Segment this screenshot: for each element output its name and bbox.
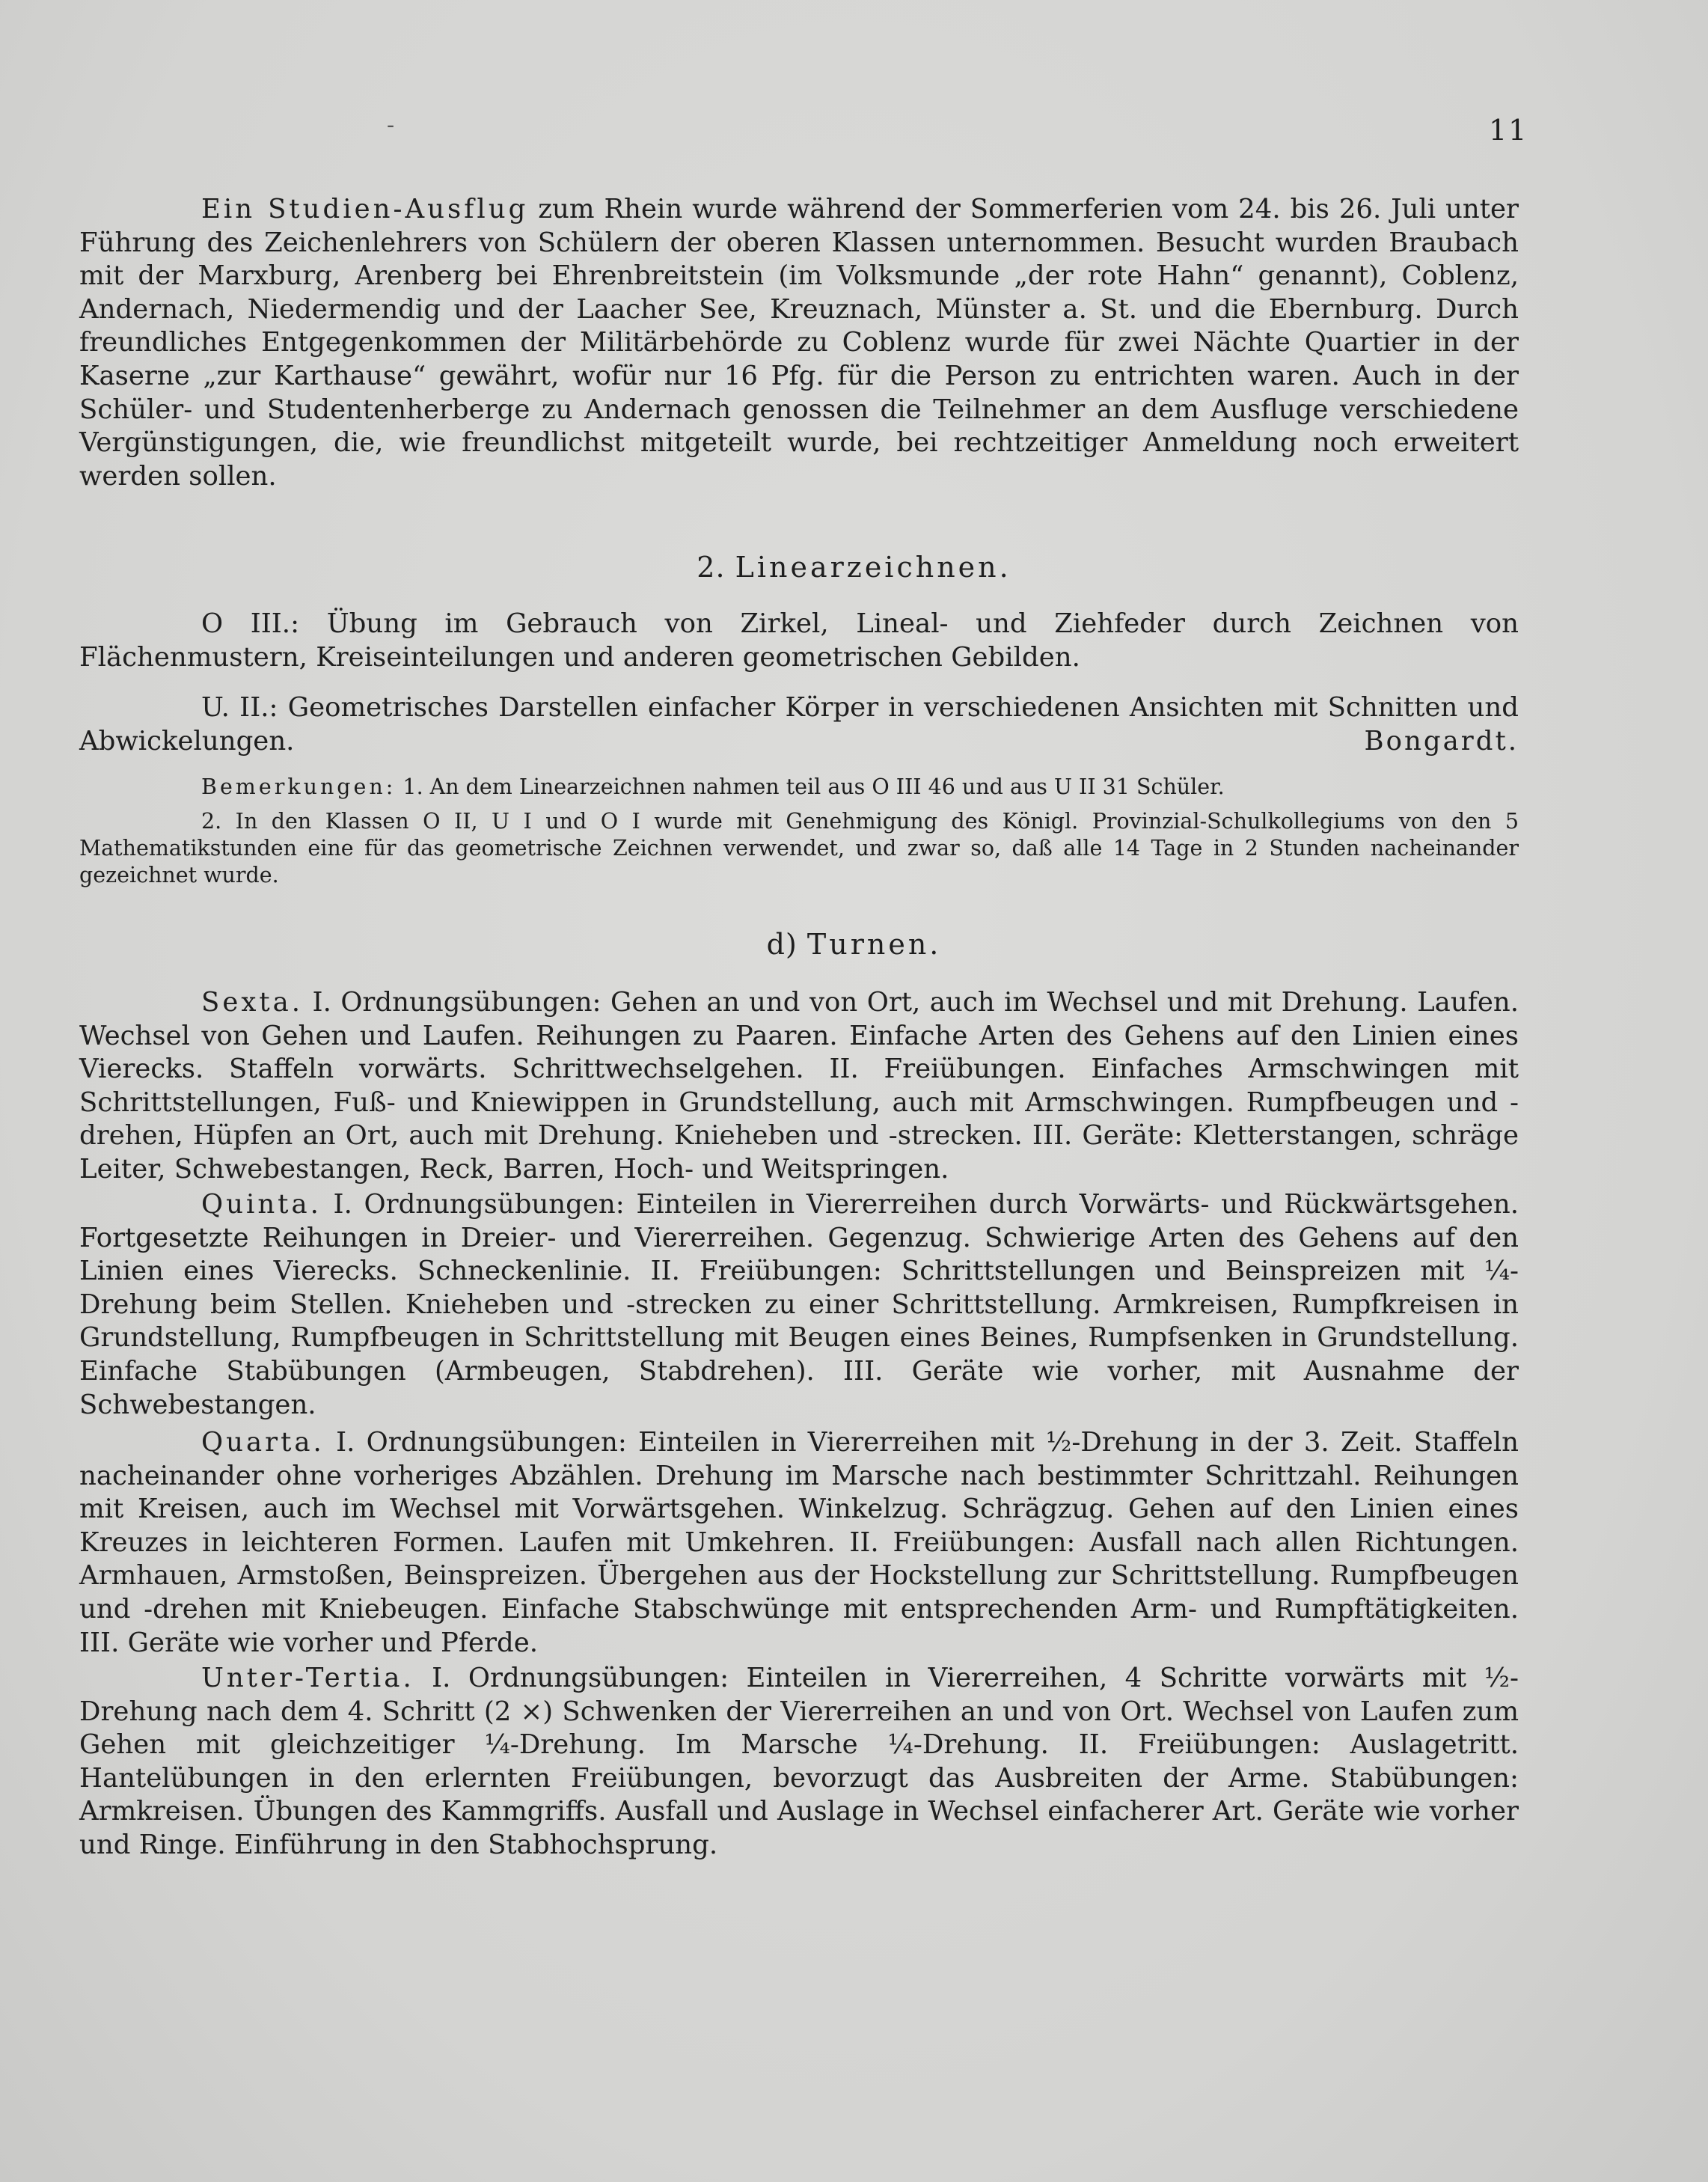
section-2-number: 2. — [697, 551, 726, 584]
remark-1-text: 1. An dem Linearzeichnen nahmen teil aus O III 46 und aus U II 31 Schüler. — [396, 774, 1225, 799]
turnen-sexta-text: I. Ordnungsübungen: Gehen an und von Ort, auch im Wechsel und mit Drehung. Laufen. Wechsel von Gehen und Laufen. Reihungen zu Paaren. Einfache Arten des Gehens auf den Linien eines Vierecks. Staffeln vorwärts. Schrittwechselgehen. II. Freiübungen. Einfaches Armschwingen mit Schrittstellungen, Fuß- und Kniewippen in Grundstellung, auch mit Armschwingen. Rumpfbeugen und -drehen, Hüpfen an Ort, auch mit Drehung. Knieheben und -strecken. III. Geräte: Kletterstangen, schräge Leiter, Schwebestangen, Reck, Barren, Hoch- und Weitspringen. — [79, 987, 1519, 1185]
turnen-sexta — [79, 986, 1519, 1187]
linear-item-u2 — [79, 691, 1519, 758]
turnen-quinta-name: Quinta. — [201, 1189, 322, 1220]
remark-1 — [79, 774, 1519, 801]
section-d-heading — [0, 928, 1708, 961]
excursion-text: zum Rhein wurde während der Sommerferien vom 24. bis 26. Juli unter Führung des Zeichenlehrers von Schülern der oberen Klassen unternommen. Besucht wurden Braubach mit der Marxburg, Arenberg bei Ehrenbreitstein (im Volksmunde „der rote Hahn“ genannt), Coblenz, Andernach, Niedermendig und der Laacher See, Kreuznach, Münster a. St. und die Ebernburg. Durch freundliches Entgegenkommen der Militärbehörde zu Coblenz wurde für zwei Nächte Quartier in der Kaserne „zur Karthause“ gewährt, wofür nur 16 Pfg. für die Person zu entrichten waren. Auch in der Schüler- und Studentenherberge zu Andernach genossen die Teilnehmer an dem Ausfluge verschiedene Vergünstigungen, die, wie freundlichst mitgeteilt wurde, bei rechtzeitiger Anmeldung noch erweitert werden sollen. — [79, 194, 1519, 492]
section-d-title: Turnen. — [806, 928, 942, 961]
remarks-label: Bemerkungen: — [201, 774, 397, 799]
excursion-paragraph — [79, 193, 1519, 493]
turnen-quarta — [79, 1426, 1519, 1660]
turnen-quinta-text: I. Ordnungsübungen: Einteilen in Viererreihen durch Vorwärts- und Rückwärtsgehen. Fortgesetzte Reihungen in Dreier- und Viererreihen. Gegenzug. Schwierige Arten des Gehens auf den Linien eines Vierecks. Schneckenlinie. II. Freiübungen: Schrittstellungen und Beinspreizen mit ¼-Drehung beim Stellen. Knieheben und -strecken zu einer Schrittstellung. Armkreisen, Rumpfkreisen in Grundstellung, Rumpfbeugen in Schrittstellung mit Beugen eines Beines, Rumpfsenken in Grundstellung. Einfache Stabübungen (Armbeugen, Stabdrehen). III. Geräte wie vorher, mit Ausnahme der Schwebestangen. — [79, 1189, 1519, 1420]
section-d-letter: d) — [766, 928, 798, 961]
turnen-quarta-name: Quarta. — [201, 1427, 325, 1458]
excursion-lead: Ein Studien-Ausflug — [201, 194, 529, 224]
page-number: 11 — [1489, 114, 1528, 147]
header-dash: - — [387, 112, 395, 138]
turnen-quarta-text: I. Ordnungsübungen: Einteilen in Viererreihen mit ½-Drehung in der 3. Zeit. Staffeln nacheinander ohne vorheriges Abzählen. Drehung im Marsche nach bestimmter Schrittzahl. Reihungen mit Kreisen, auch im Wechsel mit Vorwärtsgehen. Winkelzug. Schrägzug. Gehen auf den Linien eines Kreuzes in leichteren Formen. Laufen mit Umkehren. II. Freiübungen: Ausfall nach allen Richtungen. Armhauen, Armstoßen, Beinspreizen. Übergehen aus der Hockstellung zur Schrittstellung. Rumpfbeugen und -drehen mit Kniebeugen. Einfache Stabschwünge mit entsprechenden Arm- und Rumpftätigkeiten. III. Geräte wie vorher und Pferde. — [79, 1427, 1519, 1658]
section-2-heading — [0, 551, 1708, 584]
section-2-title: Linearzeichnen. — [735, 551, 1011, 584]
remark-2: 2. In den Klassen O II, U I und O I wurde mit Genehmigung des Königl. Provinzial-Schulkollegiums von den 5 Mathematikstunden eine für das geometrische Zeichnen verwendet, und zwar so, daß alle 14 Tage in 2 Stunden nacheinander gezeichnet wurde. — [79, 809, 1519, 887]
turnen-untertertia — [79, 1662, 1519, 1862]
linear-item-o3-text: Übung im Gebrauch von Zirkel, Lineal- und Ziehfeder durch Zeichnen von Flächenmustern, Kreiseinteilungen und anderen geometrischen Gebilden. — [79, 608, 1519, 673]
turnen-untertertia-text: I. Ordnungsübungen: Einteilen in Viererreihen, 4 Schritte vorwärts mit ½-Drehung nach dem 4. Schritt (2 ×) Schwenken der Viererreihen an und von Ort. Wechsel von Laufen zum Gehen mit gleichzeitiger ¼-Drehung. Im Marsche ¼-Drehung. II. Freiübungen: Auslagetritt. Hantelübungen in den erlernten Freiübungen, bevorzugt das Ausbreiten der Arme. Stabübungen: Armkreisen. Übungen des Kammgriffs. Ausfall und Auslage in Wechsel einfacherer Art. Geräte wie vorher und Ringe. Einführung in den Stabhochsprung. — [79, 1663, 1519, 1860]
turnen-quinta — [79, 1188, 1519, 1422]
linear-item-u2-text: Geometrisches Darstellen einfacher Körper in verschiedenen Ansichten mit Schnitten und Abwickelungen. — [79, 692, 1519, 757]
turnen-sexta-name: Sexta. — [201, 987, 304, 1018]
teacher-signature: Bongardt. — [1364, 725, 1519, 757]
linear-item-o3-class: O III.: — [201, 608, 300, 639]
linear-item-u2-class: U. II.: — [201, 692, 278, 723]
turnen-untertertia-name: Unter-Tertia. — [201, 1663, 414, 1693]
linear-item-o3 — [79, 608, 1519, 674]
